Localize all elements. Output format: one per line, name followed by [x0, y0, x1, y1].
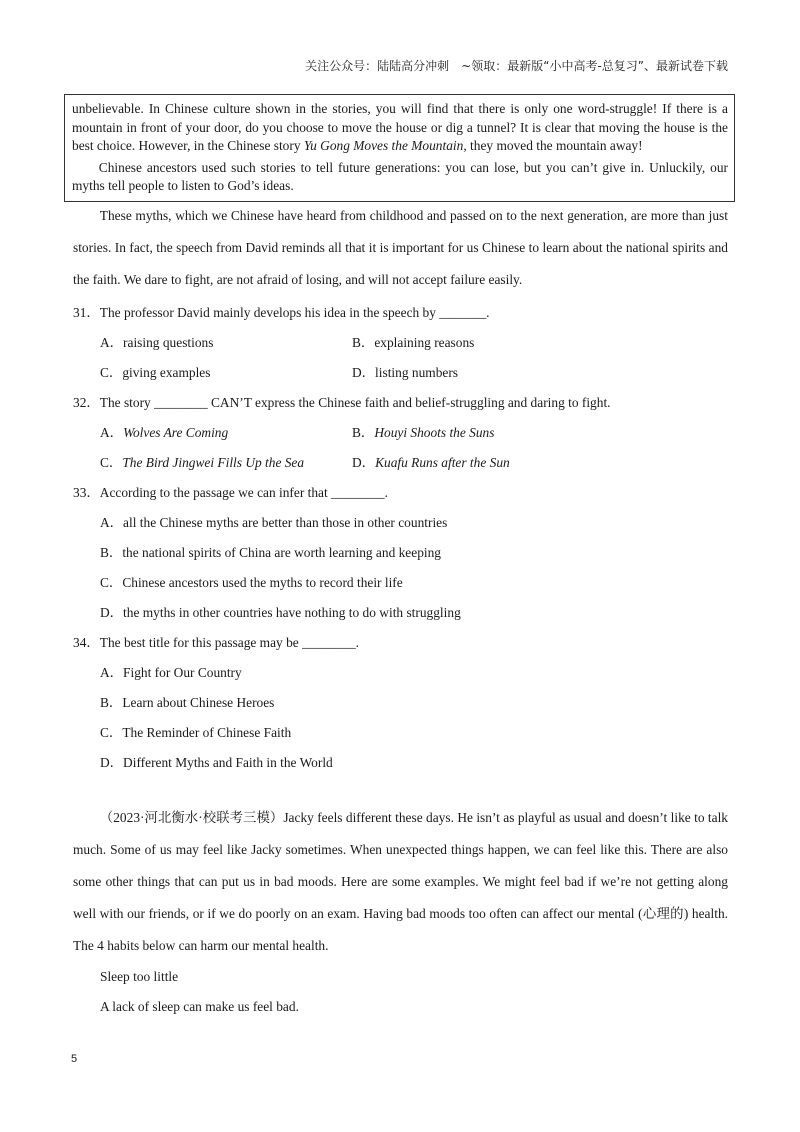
option-34-c: C．The Reminder of Chinese Faith: [100, 725, 292, 740]
option-31-c: C．giving examples: [100, 365, 211, 380]
option-32-c: C．The Bird Jingwei Fills Up the Sea: [100, 455, 305, 470]
option-32-a: A．Wolves Are Coming: [100, 425, 229, 440]
option-34-b: B．Learn about Chinese Heroes: [100, 695, 275, 710]
option-33-d: D．the myths in other countries have nothing to do with struggling: [100, 605, 461, 620]
section-text: A lack of sleep can make us feel bad.: [100, 999, 299, 1014]
option-32-d: D．Kuafu Runs after the Sun: [352, 455, 510, 470]
option-34-a: A．Fight for Our Country: [100, 665, 242, 680]
boxed-paragraph-2: Chinese ancestors used such stories to tell future generations: you can lose, but you can’t give in. Unluckily, our myths tell people to listen to God’s ideas.: [72, 159, 728, 193]
question-32: 32．The story ________ CAN’T express the Chinese faith and belief-struggling and daring to fight.: [73, 395, 611, 410]
boxed-excerpt: [64, 94, 735, 202]
page-header: 关注公众号：陆陆高分冲刺 ~领取：最新版“小中高考-总复习”、最新试卷下载: [305, 59, 728, 73]
boxed-paragraph-1: unbelievable. In Chinese culture shown in the stories, you will find that there is only one word-struggle! If there is a mountain in front of your door, do you choose to move the house or dig a tunnel? It is clear that moving the house is the best choice. However, in the Chinese story Yu Gong Moves the Mountain, they moved the mountain away!: [72, 101, 728, 153]
option-33-b: B．the national spirits of China are worth learning and keeping: [100, 545, 442, 560]
option-34-d: D．Different Myths and Faith in the World: [100, 755, 333, 770]
option-32-b: B．Houyi Shoots the Suns: [352, 425, 495, 440]
option-31-a: A．raising questions: [100, 335, 214, 350]
question-34: 34．The best title for this passage may be ________.: [73, 635, 359, 650]
section-heading: Sleep too little: [100, 969, 179, 984]
question-33: 33．According to the passage we can infer that ________.: [73, 485, 388, 500]
option-31-d: D．listing numbers: [352, 365, 459, 380]
option-31-b: B．explaining reasons: [352, 335, 475, 350]
option-33-a: A．all the Chinese myths are better than those in other countries: [100, 515, 448, 530]
passage-2-intro: （2023·河北衡水·校联考三模）Jacky feels different these days. He isn’t as playful as usual and doesn’t like to talk much. Some of us may feel like Jacky sometimes. When unexpected things happen, we can feel like this. There are also some other things that can put us in bad moods. Here are some examples. We might feel bad if we’re not getting along well with our friends, or if we do poorly on an exam. Having bad moods too often can affect our mental (心理的) health. The 4 habits below can harm our mental health.: [73, 810, 728, 953]
closing-paragraph: These myths, which we Chinese have heard from childhood and passed on to the next generation, are more than just stories. In fact, the speech from David reminds all that it is important for us Chinese to learn about the national spirits and the faith. We dare to fight, are not afraid of losing, and will not accept failure easily.: [73, 208, 728, 287]
option-33-c: C．Chinese ancestors used the myths to record their life: [100, 575, 403, 590]
story-title: Yu Gong Moves the Mountain: [303, 138, 464, 153]
page-number: 5: [71, 1053, 78, 1065]
question-31: 31．The professor David mainly develops his idea in the speech by _______.: [73, 305, 490, 320]
